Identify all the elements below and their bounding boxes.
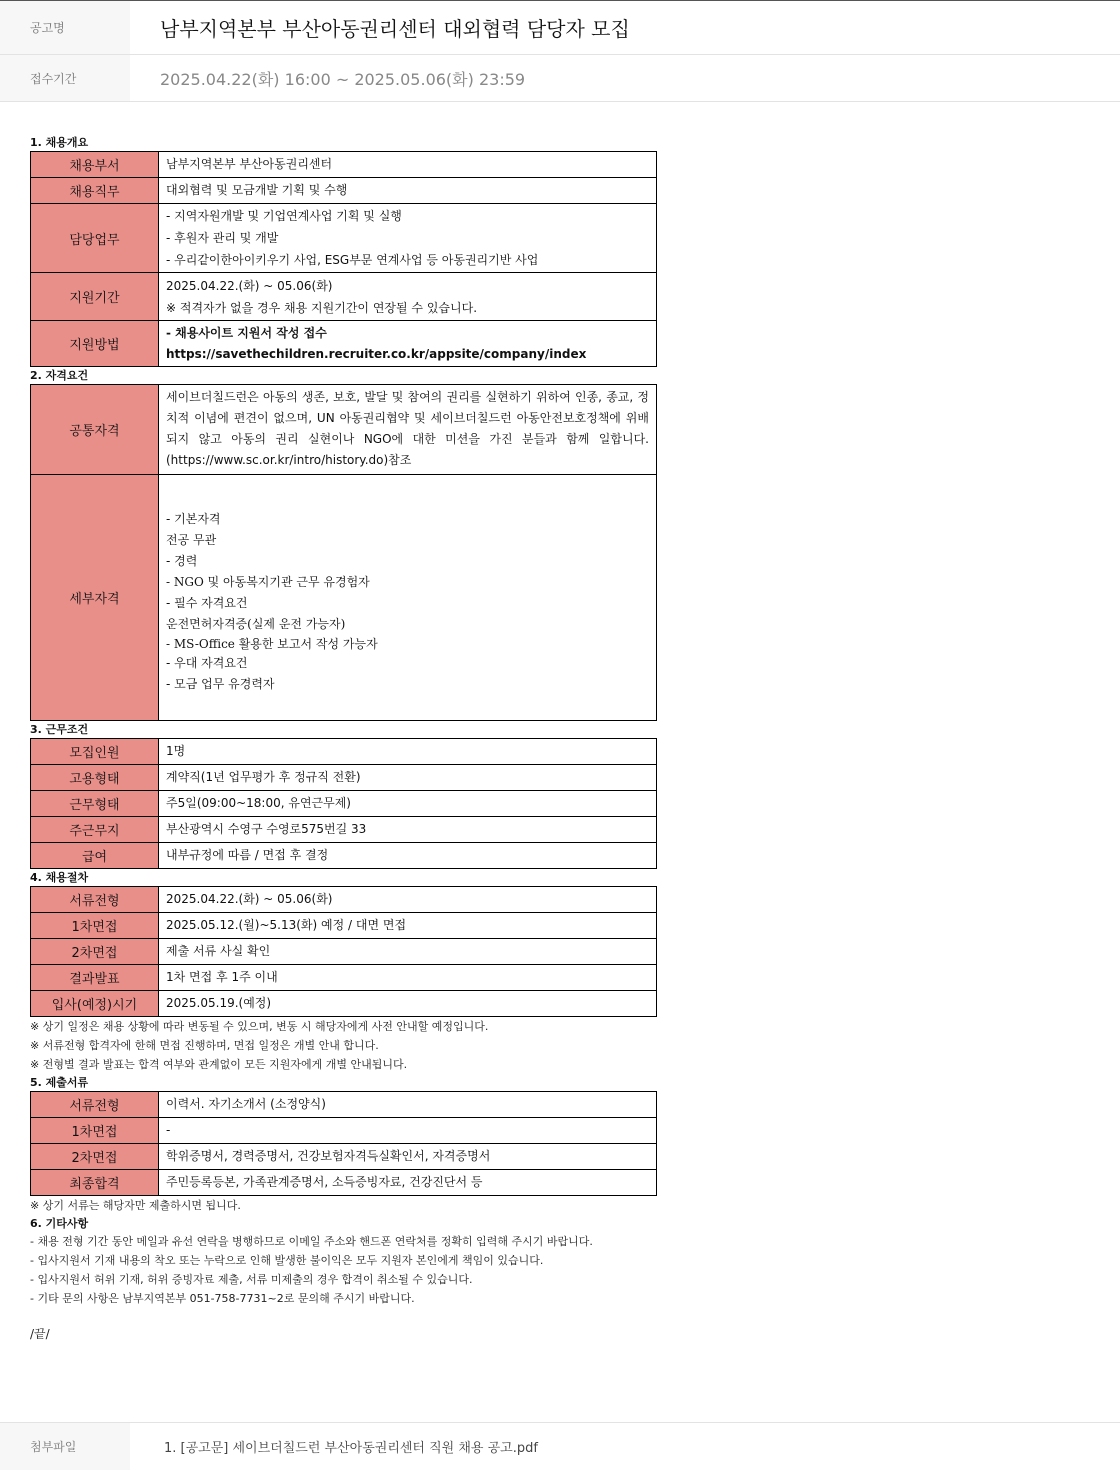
table-row	[31, 1118, 657, 1144]
section-heading-conditions: 3. 근무조건	[30, 723, 89, 736]
table-row	[31, 152, 657, 178]
table-row	[31, 939, 657, 965]
section-heading-other: 6. 기타사항	[30, 1217, 89, 1230]
detail-item: - 기본자격	[166, 511, 221, 526]
page-title: 남부지역본부 부산아동권리센터 대외협력 담당자 모집	[160, 17, 630, 41]
row-label: 입사(예정)시기	[31, 991, 159, 1017]
other-note: - 입사지원서 기재 내용의 착오 또는 누락으로 인해 발생한 불이익은 모두 지원자 본인에게 책임이 있습니다.	[30, 1254, 544, 1267]
table-row	[31, 273, 657, 321]
documents-table	[30, 1091, 657, 1196]
attachment-value	[130, 1423, 1120, 1470]
row-label: 채용부서	[31, 152, 159, 178]
row-label: 담당업무	[31, 204, 159, 273]
row-label: 모집인원	[31, 739, 159, 765]
row-label: 지원기간	[31, 273, 159, 321]
row-label: 공통자격	[31, 385, 159, 475]
detail-item: - 경력	[166, 553, 198, 568]
row-label: 주근무지	[31, 817, 159, 843]
row-value: 주민등록등본, 가족관계증명서, 소득증빙자료, 건강진단서 등	[159, 1170, 657, 1196]
row-label: 세부자격	[31, 475, 159, 721]
conditions-table	[30, 738, 657, 869]
section-heading-qualifications: 2. 자격요건	[30, 369, 89, 382]
table-row	[31, 1170, 657, 1196]
period-row	[0, 55, 1120, 102]
row-value: 제출 서류 사실 확인	[159, 939, 657, 965]
table-row	[31, 791, 657, 817]
table-row	[31, 321, 657, 367]
section-heading-process: 4. 채용절차	[30, 871, 89, 884]
row-label: 1차면접	[31, 1118, 159, 1144]
method-text: - 채용사이트 지원서 작성 접수	[166, 325, 327, 340]
row-value	[159, 273, 657, 321]
title-label: 공고명	[0, 1, 130, 54]
table-row	[31, 965, 657, 991]
table-row	[31, 178, 657, 204]
apply-link[interactable]: https://savethechildren.recruiter.co.kr/appsite/company/index	[166, 346, 587, 361]
row-label: 고용형태	[31, 765, 159, 791]
row-value: 1명	[159, 739, 657, 765]
detail-item: - 필수 자격요건	[166, 595, 248, 610]
row-value: 주5일(09:00~18:00, 유연근무제)	[159, 791, 657, 817]
attachment-label: 첨부파일	[0, 1423, 130, 1470]
table-row	[31, 739, 657, 765]
row-label: 급여	[31, 843, 159, 869]
duty-item: - 후원자 관리 및 개발	[166, 231, 279, 245]
row-value: 이력서. 자기소개서 (소정양식)	[159, 1092, 657, 1118]
row-label: 결과발표	[31, 965, 159, 991]
period-value: 2025.04.22.(화) ~ 05.06(화)	[166, 278, 333, 293]
row-label: 서류전형	[31, 887, 159, 913]
row-value: 2025.05.19.(예정)	[159, 991, 657, 1017]
duty-item: - 지역자원개발 및 기업연계사업 기획 및 실행	[166, 209, 402, 223]
row-value: 부산광역시 수영구 수영로575번길 33	[159, 817, 657, 843]
table-row	[31, 385, 657, 475]
row-label: 2차면접	[31, 939, 159, 965]
row-label: 근무형태	[31, 791, 159, 817]
table-row	[31, 817, 657, 843]
row-label: 지원방법	[31, 321, 159, 367]
table-row	[31, 475, 657, 721]
documents-note: ※ 상기 서류는 해당자만 제출하시면 됩니다.	[30, 1199, 241, 1212]
section-heading-overview: 1. 채용개요	[30, 136, 89, 149]
title-row	[0, 0, 1120, 55]
detail-item: - 모금 업무 유경력자	[166, 676, 275, 691]
posting-body	[30, 134, 670, 1344]
row-value: 남부지역본부 부산아동권리센터	[159, 152, 657, 178]
row-value: 1차 면접 후 1주 이내	[159, 965, 657, 991]
table-row	[31, 1144, 657, 1170]
attachment-row	[0, 1422, 1120, 1470]
process-note: ※ 서류전형 합격자에 한해 면접 진행하며, 면접 일정은 개별 안내 합니다.	[30, 1039, 379, 1052]
detail-item: - 우대 자격요건	[166, 655, 248, 670]
other-note: - 기타 문의 사항은 남부지역본부 051-758-7731~2로 문의해 주시기 바랍니다.	[30, 1292, 415, 1305]
row-value	[159, 204, 657, 273]
row-value	[159, 475, 657, 721]
overview-table	[30, 151, 657, 367]
row-value: 계약직(1년 업무평가 후 정규직 전환)	[159, 765, 657, 791]
period-label: 접수기간	[0, 55, 130, 101]
attachment-file-link[interactable]: 1. [공고문] 세이브더칠드런 부산아동권리센터 직원 채용 공고.pdf	[164, 1441, 538, 1456]
row-value: 2025.05.12.(월)~5.13(화) 예정 / 대면 면접	[159, 913, 657, 939]
row-value	[159, 321, 657, 367]
row-value: 2025.04.22.(화) ~ 05.06(화)	[159, 887, 657, 913]
detail-item: 전공 무관	[166, 532, 217, 547]
table-row	[31, 843, 657, 869]
row-label: 서류전형	[31, 1092, 159, 1118]
row-label: 2차면접	[31, 1144, 159, 1170]
other-note: - 채용 전형 기간 동안 메일과 유선 연락을 병행하므로 이메일 주소와 핸드폰 연락처를 정확히 입력해 주시기 바랍니다.	[30, 1235, 593, 1248]
row-label: 1차면접	[31, 913, 159, 939]
period-note: ※ 적격자가 없을 경우 채용 지원기간이 연장될 수 있습니다.	[166, 300, 478, 315]
row-value: 세이브더칠드런은 아동의 생존, 보호, 발달 및 참여의 권리를 실현하기 위하여 인종, 종교, 정치적 이념에 편견이 없으며, UN 아동권리협약 및 세이브더칠드런 아동안전보호정책에 위배되지 않고 아동의 권리 실현이나 NGO에 대한 미션을 가진 분들과 함께 일합니다. (https://www.sc.or.kr/intro/history.do)참조	[159, 385, 657, 475]
table-row	[31, 887, 657, 913]
row-label: 채용직무	[31, 178, 159, 204]
row-value: 내부규정에 따름 / 면접 후 결정	[159, 843, 657, 869]
row-value: 학위증명서, 경력증명서, 건강보험자격득실확인서, 자격증명서	[159, 1144, 657, 1170]
table-row	[31, 765, 657, 791]
table-row	[31, 1092, 657, 1118]
duty-item: - 우리같이한아이키우기 사업, ESG부문 연계사업 등 아동권리기반 사업	[166, 253, 539, 267]
table-row	[31, 204, 657, 273]
end-mark: /끝/	[30, 1327, 50, 1341]
qualifications-table	[30, 384, 657, 721]
row-value: 대외협력 및 모금개발 기획 및 수행	[159, 178, 657, 204]
detail-item: - MS-Office 활용한 보고서 작성 가능자	[166, 636, 378, 651]
process-note: ※ 상기 일정은 채용 상황에 따라 변동될 수 있으며, 변동 시 해당자에게 사전 안내할 예정입니다.	[30, 1020, 489, 1033]
detail-item: 운전면허자격증(실제 운전 가능자)	[166, 616, 346, 631]
process-note: ※ 전형별 결과 발표는 합격 여부와 관계없이 모든 지원자에게 개별 안내됩니다.	[30, 1058, 408, 1071]
application-period: 2025.04.22(화) 16:00 ~ 2025.05.06(화) 23:59	[160, 69, 526, 89]
process-table	[30, 886, 657, 1017]
other-note: - 입사지원서 허위 기재, 허위 증빙자료 제출, 서류 미제출의 경우 합격이 취소될 수 있습니다.	[30, 1273, 473, 1286]
detail-item: - NGO 및 아동복지기관 근무 유경험자	[166, 574, 370, 589]
row-value: -	[159, 1118, 657, 1144]
table-row	[31, 913, 657, 939]
row-label: 최종합격	[31, 1170, 159, 1196]
section-heading-documents: 5. 제출서류	[30, 1076, 89, 1089]
table-row	[31, 991, 657, 1017]
